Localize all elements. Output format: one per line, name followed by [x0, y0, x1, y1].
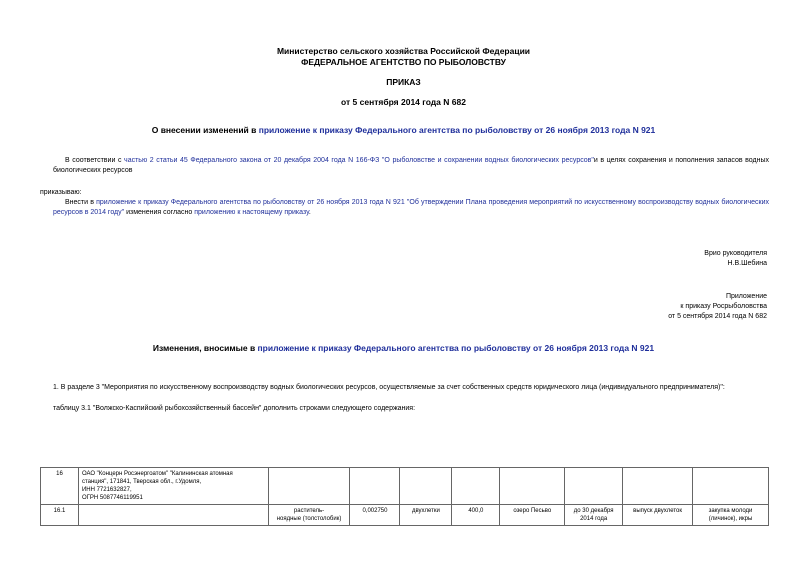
law-link[interactable]: частью 2 статьи 45 Федерального закона от 20 декабря 2004 года N 166-ФЗ "О рыболовстве и сохранении водных биологических ресурсов"	[124, 157, 594, 164]
appendix-order-ref: к приказу Росрыболовства	[680, 303, 767, 310]
species-line: ноядные (толстолобик)	[276, 516, 342, 522]
doc-type: ПРИКАЗ	[386, 77, 421, 87]
species-line: раститель-	[293, 508, 325, 514]
preamble-text-2: и в целях сохранения и пополнения запасов водных биологических ресурсов	[53, 157, 770, 174]
order-word: приказываю:	[40, 189, 82, 196]
note-line: закупка молоди	[708, 508, 753, 514]
empty-cell	[565, 468, 623, 505]
appendix-order-link[interactable]: приложение к приказу Федерального агентства по рыболовству от 26 ноября 2013 года N 921 "Об утверждении Плана проведения мероприятий по искусственному воспроизводству водных биологических ресурсов в 2014 году"	[53, 199, 770, 216]
deadline-line: до 30 декабря	[573, 508, 614, 514]
age-cell: двухлетки	[400, 505, 452, 526]
table-row	[41, 505, 769, 526]
table-row	[41, 468, 769, 505]
organization-cell	[78, 468, 268, 505]
place-cell: озеро Песьво	[500, 505, 565, 526]
note-cell	[693, 505, 769, 526]
org-line: станция", 171841, Тверская обл., г.Удомля,	[81, 479, 202, 485]
order-text-1: Внести в	[65, 199, 97, 206]
attachment-link[interactable]: приложению к настоящему приказу	[194, 209, 309, 216]
org-line: ОГРН 5087746119951	[81, 495, 143, 501]
species-cell	[268, 505, 350, 526]
weight-cell: 0,002750	[350, 505, 400, 526]
deadline-line: 2014 года	[580, 516, 608, 522]
empty-cell	[500, 468, 565, 505]
order-text-3: .	[308, 209, 311, 216]
changes-title-link[interactable]: приложение к приказу Федерального агентства по рыболовству от 26 ноября 2013 года N 921	[257, 343, 655, 353]
changes-table	[40, 467, 769, 526]
row-number: 16	[41, 468, 79, 505]
order-title-link[interactable]: приложение к приказу Федерального агентства по рыболовству от 26 ноября 2013 года N 921	[258, 125, 656, 135]
order-title	[0, 125, 807, 136]
agency-name: ФЕДЕРАЛЬНОЕ АГЕНТСТВО ПО РЫБОЛОВСТВУ	[301, 57, 506, 67]
signature-name: Н.В.Шебина	[727, 260, 767, 267]
order-text-2: изменения согласно	[124, 209, 195, 216]
row-number: 16.1	[41, 505, 79, 526]
preamble-text-1: В соответствии с	[65, 157, 125, 164]
changes-title	[0, 343, 807, 354]
org-line: ОАО "Концерн Росэнергоатом" "Калининская атомная	[81, 471, 233, 477]
empty-cell	[400, 468, 452, 505]
org-line: ИНН 7721632827,	[81, 487, 132, 493]
deadline-cell	[565, 505, 623, 526]
method-cell: выпуск двухлеток	[623, 505, 693, 526]
empty-cell	[78, 505, 268, 526]
empty-cell	[350, 468, 400, 505]
doc-date-number: от 5 сентября 2014 года N 682	[341, 97, 466, 107]
item-1-sub: таблицу 3.1 "Волжско-Каспийский рыбохозяйственный бассейн" дополнить строками следующего содержания:	[53, 405, 416, 412]
empty-cell	[623, 468, 693, 505]
changes-title-prefix: Изменения, вносимые в	[152, 343, 258, 353]
order-title-prefix: О внесении изменений в	[151, 125, 259, 135]
order-paragraph	[53, 198, 769, 218]
empty-cell	[452, 468, 500, 505]
quantity-cell: 400,0	[452, 505, 500, 526]
empty-cell	[268, 468, 350, 505]
note-line: (личинок), икры	[708, 516, 753, 522]
empty-cell	[693, 468, 769, 505]
ministry-name: Министерство сельского хозяйства Российской Федерации	[276, 46, 531, 56]
preamble-paragraph	[53, 156, 769, 176]
appendix-label: Приложение	[725, 293, 767, 300]
item-1: 1. В разделе 3 "Мероприятия по искусственному воспроизводству водных биологических ресурсов, осуществляемые за счет собственных средств юридического лица (индивидуального предпринимателя)":	[53, 384, 725, 391]
appendix-date: от 5 сентября 2014 года N 682	[668, 313, 767, 320]
signature-position: Врио руководителя	[704, 250, 767, 257]
